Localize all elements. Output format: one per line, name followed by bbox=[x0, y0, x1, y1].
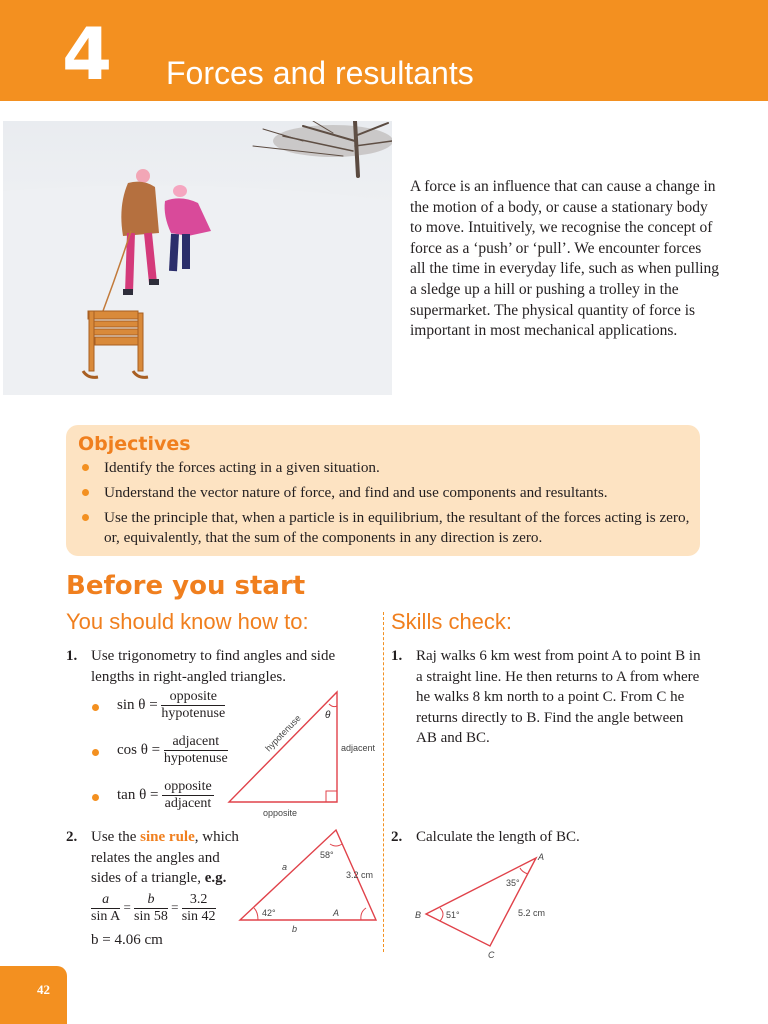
objectives-list bbox=[78, 458, 698, 553]
bullet-icon bbox=[82, 489, 89, 496]
angle-58-label: 58° bbox=[320, 850, 334, 860]
vertex-a-label: A bbox=[333, 908, 340, 918]
bullet-icon bbox=[82, 514, 89, 521]
objectives-title: Objectives bbox=[78, 433, 191, 455]
skills-check-heading: Skills check: bbox=[391, 609, 513, 634]
left-item-2-text: Use the sine rule, which relates the angles and sides of a triangle, e.g. bbox=[91, 829, 239, 887]
right-item-2-number: 2. bbox=[391, 829, 403, 845]
objective-item: Use the principle that, when a particle is in equilibrium, the resultant of the forces acting is zero, or, equivalently, that the sum of the components in any direction is zero. bbox=[78, 508, 698, 548]
snow-sledge-photo bbox=[3, 121, 392, 395]
left-item-1-text: Use trigonometry to find angles and side lengths in right-angled triangles. bbox=[91, 648, 336, 685]
sine-rule-result: b = 4.06 cm bbox=[91, 932, 163, 948]
should-know-heading: You should know how to: bbox=[66, 609, 309, 634]
cos-formula: cos θ = $\frac{\text{adjacent}}{\text{hypotenuse}}$ bbox=[117, 734, 228, 766]
vertex-a-label: A bbox=[538, 852, 545, 862]
right-item-2-text: Calculate the length of BC. bbox=[416, 829, 580, 845]
sine-rule-equation: $\frac{a}{\text{sin A}}$ = $\frac{b}{\sin 58}$ = $\frac{3.2}{\sin 42}$ bbox=[91, 892, 216, 924]
angle-42-label: 42° bbox=[262, 908, 276, 918]
page-number-tab bbox=[0, 966, 67, 1024]
bullet-icon bbox=[92, 749, 99, 756]
sine-rule-triangle bbox=[236, 826, 386, 936]
right-item-1-text: Raj walks 6 km west from point A to point B in a straight line. He then returns to A from where he walks 8 km north to a point C. From C he returns directly to B. Find the angle between AB and BC. bbox=[416, 648, 701, 747]
vertex-c-label: C bbox=[488, 950, 495, 960]
bullet-icon bbox=[92, 704, 99, 711]
sine-rule-term: sine rule bbox=[140, 829, 195, 845]
angle-51-label: 51° bbox=[446, 910, 460, 920]
bullet-icon bbox=[82, 464, 89, 471]
intro-paragraph: A force is an influence that can cause a change in the motion of a body, or cause a stationary body to move. Intuitively, we recognise the concept of force as a ‘push’ or ‘pull’. We encounter forces all the time in everyday life, such as when pulling a sledge up a hill or pushing a trolley in the supermarket. The physical quantity of force is important in most mechanical applications. bbox=[410, 178, 720, 340]
before-you-start-heading: Before you start bbox=[66, 571, 306, 601]
side-a-label: a bbox=[282, 862, 288, 872]
side-3-2-label: 3.2 cm bbox=[346, 870, 374, 880]
theta-label: θ bbox=[325, 710, 331, 721]
chapter-number: 4 bbox=[62, 12, 113, 96]
sin-formula: sin θ = $\frac{\text{opposite}}{\text{hypotenuse}}$ bbox=[117, 689, 226, 721]
objectives-box bbox=[66, 425, 700, 556]
calc-bc-triangle bbox=[410, 848, 560, 963]
vertex-b-label: B bbox=[415, 910, 422, 920]
bullet-icon bbox=[92, 794, 99, 801]
tan-formula: tan θ = $\frac{\text{opposite}}{\text{adjacent}}$ bbox=[117, 779, 212, 811]
hypotenuse-label: hypotenuse bbox=[263, 712, 303, 754]
opposite-label: opposite bbox=[263, 808, 298, 818]
left-item-1-number: 1. bbox=[66, 648, 78, 664]
angle-35-label: 35° bbox=[506, 878, 520, 888]
right-item-1-number: 1. bbox=[391, 648, 403, 664]
side-5-2-label: 5.2 cm bbox=[518, 908, 546, 918]
adjacent-label: adjacent bbox=[341, 743, 376, 753]
left-item-2-number: 2. bbox=[66, 829, 78, 845]
chapter-title: Forces and resultants bbox=[166, 55, 474, 91]
side-b-label: b bbox=[292, 924, 298, 934]
right-triangle-diagram bbox=[225, 688, 385, 818]
objective-item: Identify the forces acting in a given situation. bbox=[78, 458, 698, 478]
objective-item: Understand the vector nature of force, and find and use components and resultants. bbox=[78, 483, 698, 503]
page-number: 42 bbox=[37, 982, 50, 997]
